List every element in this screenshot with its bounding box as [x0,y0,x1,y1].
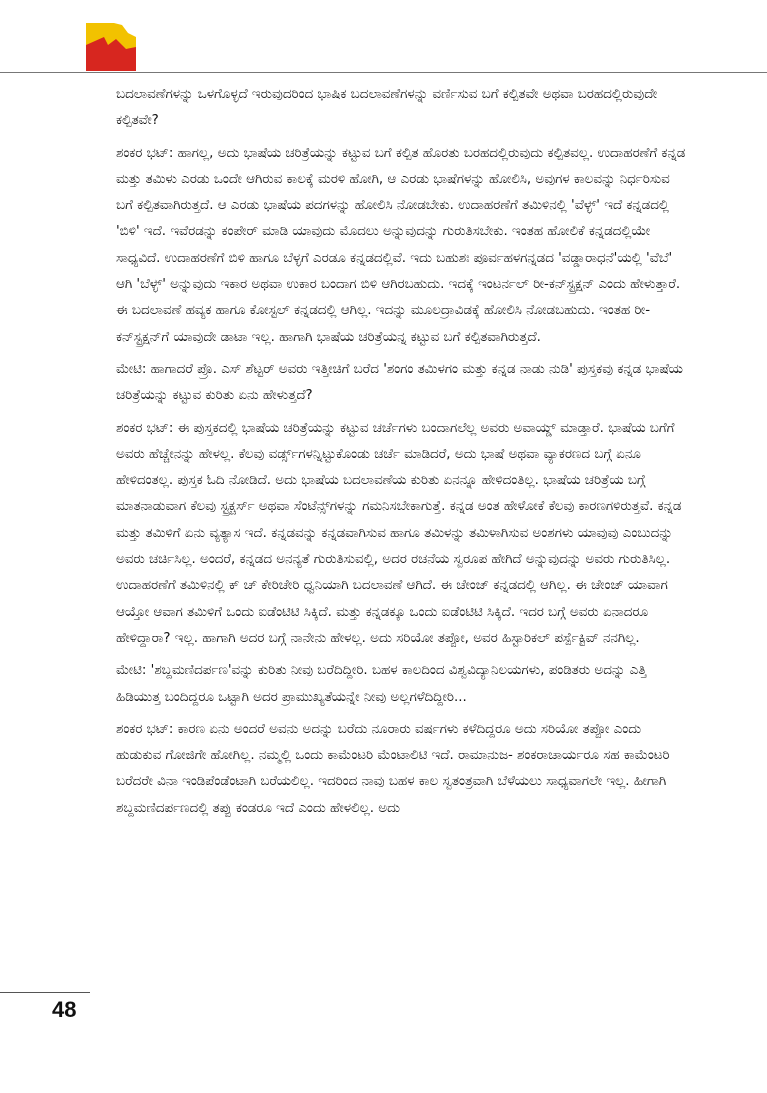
logo [86,23,136,71]
header-rule [0,72,767,73]
paragraph: ಶಂಕರ ಭಟ್: ಕಾರಣ ಏನು ಅಂದರೆ ಅವನು ಅದನ್ನು ಬರೆದು ನೂರಾರು ವರ್ಷಗಳು ಕಳೆದಿದ್ದರೂ ಅದು ಸರಿಯೋ ತಪ್ಪೋ ಎಂದು ಹುಡುಕುವ ಗೋಜಿಗೇ ಹೋಗಿಲ್ಲ. ನಮ್ಮಲ್ಲಿ ಒಂದು ಕಾಮೆಂಟರಿ ಮೆಂಟಾಲಿಟಿ ಇದೆ. ರಾಮಾನುಜ- ಶಂಕರಾಚಾರ್ಯರೂ ಸಹ ಕಾಮೆಂಟರಿ ಬರೆದರೇ ವಿನಾ ಇಂಡಿಪೆಂಡೆಂಟಾಗಿ ಬರೆಯಲಿಲ್ಲ. ಇದರಿಂದ ನಾವು ಬಹಳ ಕಾಲ ಸ್ವತಂತ್ರವಾಗಿ ಬೆಳೆಯಲು ಸಾಧ್ಯವಾಗಲೇ ಇಲ್ಲ. ಹೀಗಾಗಿ ಶಬ್ದಮಣಿದರ್ಪಣದಲ್ಲಿ ತಪ್ಪು ಕಂಡರೂ ಇದೆ ಎಂದು ಹೇಳಲಿಲ್ಲ. ಅದು [116,721,670,816]
paragraph: ಮೇಟಿ: 'ಶಬ್ದಮಣಿದರ್ಪಣ'ವನ್ನು ಕುರಿತು ನೀವು ಬರೆದಿದ್ದೀರಿ. ಬಹಳ ಕಾಲದಿಂದ ವಿಶ್ವವಿದ್ಯಾನಿಲಯಗಳು, ಪಂಡಿತರು ಅದನ್ನು ಎತ್ತಿ ಹಿಡಿಯುತ್ತ ಬಂದಿದ್ದರೂ ಒಟ್ಟಾಗಿ ಅದರ ಪ್ರಾಮುಖ್ಯತೆಯನ್ನೇ ನೀವು ಅಲ್ಲಗಳೆದಿದ್ದೀರಿ... [116,663,647,705]
article-body [116,82,686,828]
paragraph: ಶಂಕರ ಭಟ್: ಈ ಪುಸ್ತಕದಲ್ಲಿ ಭಾಷೆಯ ಚರಿತ್ರೆಯನ್ನು ಕಟ್ಟುವ ಚರ್ಚೆಗಳು ಬಂದಾಗಲೆಲ್ಲ ಅವರು ಅವಾಯ್ಡ್ ಮಾಡ್ತಾರೆ. ಭಾಷೆಯ ಬಗೆಗೆ ಅವರು ಹೆಚ್ಚೇನನ್ನು ಹೇಳಲ್ಲ. ಕೆಲವು ವರ್ಡ್ಸ್‌ಗಳನ್ನಿಟ್ಟುಕೊಂಡು ಚರ್ಚೆ ಮಾಡಿದರೆ, ಅದು ಭಾಷೆ ಅಥವಾ ವ್ಯಾಕರಣದ ಬಗ್ಗೆ ಏನೂ ಹೇಳಿದಂತಲ್ಲ. ಪುಸ್ತಕ ಓದಿ ನೋಡಿದೆ. ಅದು ಭಾಷೆಯ ಬದಲಾವಣೆಯ ಕುರಿತು ಏನನ್ನೂ ಹೇಳಿದಂತಿಲ್ಲ. ಭಾಷೆಯ ಚರಿತ್ರೆಯ ಬಗ್ಗೆ ಮಾತನಾಡುವಾಗ ಕೆಲವು ಸ್ಟ್ರಕ್ಚರ್ಸ್ ಅಥವಾ ಸೆಂಟೆನ್ಸ್‌ಗಳನ್ನು ಗಮನಿಸಬೇಕಾಗುತ್ತೆ. ಕನ್ನಡ ಅಂತ ಹೇಳೋಕೆ ಕೆಲವು ಕಾರಣಗಳಿರುತ್ತವೆ. ಕನ್ನಡ ಮತ್ತು ತಮಿಳಿಗೆ ಏನು ವ್ಯತ್ಯಾಸ ಇದೆ. ಕನ್ನಡವನ್ನು ಕನ್ನಡವಾಗಿಸುವ ಹಾಗೂ ತಮಿಳನ್ನು ತಮಿಳಾಗಿಸುವ ಅಂಶಗಳು ಯಾವುವು ಎಂಬುದನ್ನು ಅವರು ಚರ್ಚಿಸಿಲ್ಲ. ಅಂದರೆ, ಕನ್ನಡದ ಅನನ್ಯತೆ ಗುರುತಿಸುವಲ್ಲಿ, ಅದರ ರಚನೆಯ ಸ್ವರೂಪ ಹೇಗಿದೆ ಅನ್ನುವುದನ್ನು ಅವರು ಗುರುತಿಸಿಲ್ಲ. ಉದಾಹರಣೆಗೆ ತಮಿಳಿನಲ್ಲಿ ಕ್ ಚ್ ಕೇರಿಚೇರಿ ಧ್ವನಿಯಾಗಿ ಬದಲಾವಣೆ ಆಗಿದೆ. ಈ ಚೇಂಜ್ ಕನ್ನಡದಲ್ಲಿ ಆಗಿಲ್ಲ. ಈ ಚೇಂಜ್ ಯಾವಾಗ ಆಯ್ತೋ ಆವಾಗ ತಮಿಳಿಗೆ ಒಂದು ಐಡೆಂಟಿಟಿ ಸಿಕ್ಕಿದೆ. ಮತ್ತು ಕನ್ನಡಕ್ಕೂ ಒಂದು ಐಡೆಂಟಿಟಿ ಸಿಕ್ಕಿದೆ. ಇದರ ಬಗ್ಗೆ ಅವರು ಏನಾದರೂ ಹೇಳಿದ್ದಾರಾ? ಇಲ್ಲ. ಹಾಗಾಗಿ ಅದರ ಬಗ್ಗೆ ನಾನೇನು ಹೇಳಲ್ಲ. ಅದು ಸರಿಯೋ ತಪ್ಪೋ, ಅವರ ಹಿಸ್ಟಾರಿಕಲ್ ಪರ್ಸ್ಪೆಕ್ಟಿವ್ ನನಗಿಲ್ಲ. [116,420,682,646]
paragraph: ಬದಲಾವಣೆಗಳನ್ನು ಒಳಗೊಳ್ಳದೆ ಇರುವುದರಿಂದ ಭಾಷಿಕ ಬದಲಾವಣೆಗಳನ್ನು ವರ್ಣಿಸುವ ಬಗೆ ಕಲ್ಪಿತವೇ ಅಥವಾ ಬರಹದಲ್ಲಿರುವುದೇ ಕಲ್ಪಿತವೇ? [116,87,658,129]
paragraph: ಶಂಕರ ಭಟ್: ಹಾಗಲ್ಲ, ಅದು ಭಾಷೆಯ ಚರಿತ್ರೆಯನ್ನು ಕಟ್ಟುವ ಬಗೆ ಕಲ್ಪಿತ ಹೊರತು ಬರಹದಲ್ಲಿರುವುದು ಕಲ್ಪಿತವಲ್ಲ. ಉದಾಹರಣೆಗೆ ಕನ್ನಡ ಮತ್ತು ತಮಿಳು ಎರಡು ಒಂದೇ ಆಗಿರುವ ಕಾಲಕ್ಕೆ ಮರಳಿ ಹೋಗಿ, ಆ ಎರಡು ಭಾಷೆಗಳನ್ನು ಹೋಲಿಸಿ, ಅವುಗಳ ಕಾಲವನ್ನು ನಿರ್ಧರಿಸುವ ಬಗೆ ಕಲ್ಪಿತವಾಗಿರುತ್ತದೆ. ಆ ಎರಡು ಭಾಷೆಯ ಪದಗಳನ್ನು ಹೋಲಿಸಿ ನೋಡಬೇಕು. ಉದಾಹರಣೆಗೆ ತಮಿಳಿನಲ್ಲಿ 'ವೆಳ್ಳ್' ಇದೆ ಕನ್ನಡದಲ್ಲಿ 'ಬಿಳಿ' ಇದೆ. ಇವೆರಡನ್ನು ಕಂಪೇರ್ ಮಾಡಿ ಯಾವುದು ಮೊದಲು ಅನ್ನುವುದನ್ನು ಗುರುತಿಸಬೇಕು. ಇಂತಹ ಹೋಲಿಕೆ ಕನ್ನಡದಲ್ಲಿಯೇ ಸಾಧ್ಯವಿದೆ. ಉದಾಹರಣೆಗೆ ಬಿಳಿ ಹಾಗೂ ಬೆಳ್ಳಗೆ ಎರಡೂ ಕನ್ನಡದಲ್ಲಿವೆ. ಇದು ಬಹುಶಃ ಪೂರ್ವಹಳಗನ್ನಡದ 'ವಡ್ಡಾರಾಧನೆ'ಯಲ್ಲಿ 'ವೆಬೆ' ಆಗಿ 'ಬೆಳ್ಳ್' ಅನ್ನುವುದು ಇಕಾರ ಅಥವಾ ಉಕಾರ ಬಂದಾಗ ಬಿಳಿ ಆಗಿರಬಹುದು. ಇದಕ್ಕೆ ಇಂಟರ್ನಲ್ ರೀ-ಕನ್‌ಸ್ಟ್ರಕ್ಷನ್ ಎಂದು ಹೇಳುತ್ತಾರೆ. ಈ ಬದಲಾವಣೆ ಹವ್ಯಕ ಹಾಗೂ ಕೋಸ್ಟಲ್ ಕನ್ನಡದಲ್ಲಿ ಆಗಿಲ್ಲ. ಇದನ್ನು ಮೂಲದ್ರಾವಿಡಕ್ಕೆ ಹೋಲಿಸಿ ನೋಡಬಹುದು. ಇಂತಹ ರೀ-ಕನ್‌ಸ್ಟ್ರಕ್ಷನ್‌ಗೆ ಯಾವುದೇ ಡಾಟಾ ಇಲ್ಲ. ಹಾಗಾಗಿ ಭಾಷೆಯ ಚರಿತ್ರೆಯನ್ನ ಕಟ್ಟುವ ಬಗೆ ಕಲ್ಪಿತವಾಗಿರುತ್ತದೆ. [116,145,686,345]
footer-rule [0,992,90,993]
paragraph: ಮೇಟಿ: ಹಾಗಾದರೆ ಪ್ರೊ. ಎಸ್ ಶೆಟ್ಟರ್ ಅವರು ಇತ್ತೀಚಿಗೆ ಬರೆದ 'ಶಂಗಂ ತಮಿಳಗಂ ಮತ್ತು ಕನ್ನಡ ನಾಡು ನುಡಿ' ಪುಸ್ತಕವು ಕನ್ನಡ ಭಾಷೆಯ ಚರಿತ್ರೆಯನ್ನು ಕಟ್ಟುವ ಕುರಿತು ಏನು ಹೇಳುತ್ತದೆ? [116,361,683,404]
page-number: 48 [52,997,77,1022]
